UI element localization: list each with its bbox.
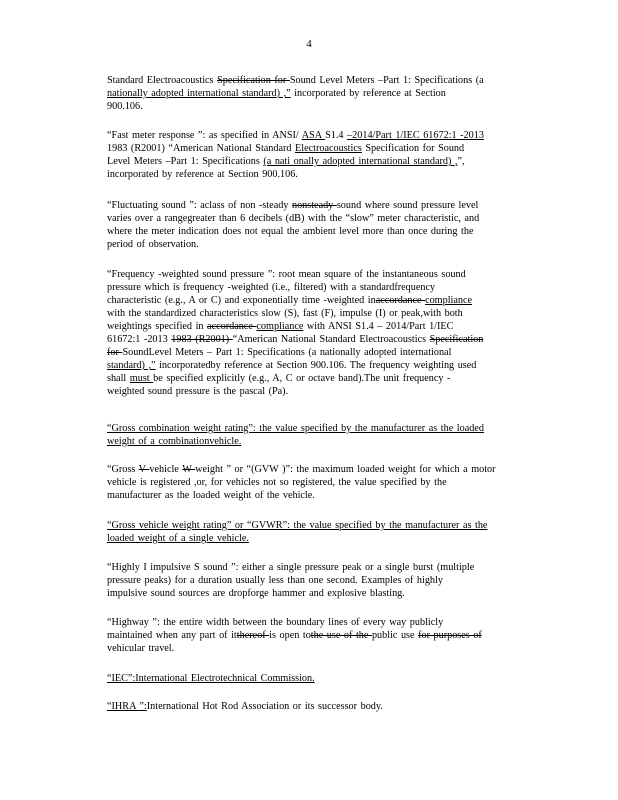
text-line (107, 359, 539, 372)
text-run: International Hot Rod Association or its successor body. (146, 701, 383, 712)
text-run: Specification for Sound (361, 143, 465, 154)
text-run: “Gross (107, 464, 139, 475)
struck-text: Specification (429, 334, 484, 345)
text-run: incorporatedby reference at Section 900.106. The frequency weighting used (155, 360, 477, 371)
text-run: manufacturer as the loaded weight of the vehicle. (107, 490, 315, 501)
text-run: “Highly I impulsive S sound ”: either a single pressure peak or a single burst (multiple (107, 562, 475, 573)
text-run: 61672:1 -2013 (107, 334, 172, 345)
def-iec (107, 672, 539, 685)
text-line (107, 100, 539, 113)
text-run: period of observation. (107, 239, 199, 250)
inserted-text: must (129, 373, 154, 384)
text-line (107, 372, 539, 385)
inserted-text: standard) ,” (107, 360, 156, 371)
text-line (107, 129, 539, 142)
struck-text: accordance (375, 295, 426, 306)
text-line (107, 463, 539, 476)
text-run: sound where sound pressure level (336, 200, 479, 211)
text-run: with the standardized characteristics slow (S), fast (F), impulse (I) or peak,with both (107, 308, 463, 319)
inserted-text: –2014/Part 1/IEC 61672:1 -2013 (347, 130, 484, 141)
text-run: public use (371, 630, 419, 641)
text-line (107, 700, 539, 713)
def-gross-vehicle-weight (107, 463, 539, 502)
text-line (107, 212, 539, 225)
def-gross-combination-weight-rating (107, 422, 539, 448)
inserted-text: weight of a combinationvehicle. (107, 436, 242, 447)
text-run: characteristic (e.g., A or C) and exponentially time -weighted in (107, 295, 376, 306)
text-run: varies over a rangegreater than 6 decibels (dB) with the “slow” meter characteristic, and (107, 213, 480, 224)
text-line (107, 199, 539, 212)
struck-text: thereof (236, 630, 270, 641)
def-highly-impulsive-sound (107, 561, 539, 600)
text-line (107, 142, 539, 155)
text-line (107, 238, 539, 251)
text-run: weighted sound pressure is the pascal (Pa). (107, 386, 289, 397)
inserted-text: Electroacoustics (295, 143, 362, 154)
page-number: 4 (306, 38, 312, 50)
struck-text: 1983 (R2001) (171, 334, 233, 345)
inserted-text: “Gross combination weight rating”: the value specified by the manufacturer as the loaded (107, 423, 484, 434)
text-run: 900.106. (107, 101, 143, 112)
text-line (107, 629, 539, 642)
text-line (107, 155, 539, 168)
struck-text: Specification for (217, 75, 290, 86)
text-line (107, 532, 539, 545)
text-run: S1.4 (325, 130, 348, 141)
struck-text: for (107, 347, 123, 358)
inserted-text: loaded weight of a single vehicle. (107, 533, 249, 544)
text-run: “Fast meter response ”: as specified in ANSI/ (107, 130, 302, 141)
text-run: incorporated by reference at Section 900.106. (107, 169, 298, 180)
text-line (107, 385, 539, 398)
inserted-text: (a nati onally adopted international standard) , (263, 156, 458, 167)
text-run: pressure peaks) for a duration usually less than one second. Examples of highly (107, 575, 443, 586)
text-line (107, 422, 539, 435)
struck-text: for purposes of (418, 630, 482, 641)
text-run: vehicular travel. (107, 643, 175, 654)
text-run: be specified explicitly (e.g., A, C or octave band).The unit frequency - (153, 373, 451, 384)
def-frequency-weighted-sound-pressure (107, 268, 539, 398)
def-highway (107, 616, 539, 655)
text-line (107, 168, 539, 181)
text-run: 1983 (R2001) “American National Standard (107, 143, 296, 154)
inserted-text: nationally adopted international standard) ,” (107, 88, 291, 99)
text-line (107, 268, 539, 281)
text-line (107, 225, 539, 238)
text-run: Standard Electroacoustics (107, 75, 218, 86)
text-run: Sound Level Meters –Part 1: Specifications (a (289, 75, 484, 86)
def-ihra (107, 700, 539, 713)
inserted-text: compliance (256, 321, 304, 332)
text-run: Level Meters –Part 1: Specifications (107, 156, 264, 167)
text-run: vehicle (149, 464, 183, 475)
text-run: ”, (457, 156, 465, 167)
text-line (107, 87, 539, 100)
struck-text: W (182, 464, 196, 475)
text-line (107, 587, 539, 600)
text-line (107, 561, 539, 574)
text-run: “Fluctuating sound ”: aclass of non -steady (107, 200, 292, 211)
text-run: “Highway ”: the entire width between the boundary lines of every way publicly (107, 617, 444, 628)
struck-text: accordance (207, 321, 257, 332)
inserted-text: compliance (425, 295, 473, 306)
text-run: pressure which is frequency -weighted (i.e., filtered) with a standardfrequency (107, 282, 436, 293)
text-run: “American National Standard Electroacoustics (232, 334, 430, 345)
text-line (107, 333, 539, 346)
def-fluctuating-sound (107, 199, 539, 251)
text-run: impulsive sound sources are dropforge hammer and explosive blasting. (107, 588, 405, 599)
text-run: “Frequency -weighted sound pressure ”: root mean square of the instantaneous sound (107, 269, 466, 280)
text-line (107, 489, 539, 502)
text-line (107, 642, 539, 655)
struck-text: V (138, 464, 150, 475)
inserted-text: “IHRA ”: (107, 701, 147, 712)
text-line (107, 574, 539, 587)
text-line (107, 519, 539, 532)
text-line (107, 616, 539, 629)
def-standard-electroacoustics-tail (107, 74, 539, 113)
text-line (107, 476, 539, 489)
text-line (107, 294, 539, 307)
text-line (107, 74, 539, 87)
text-run: vehicle is registered ,or, for vehicles not so registered, the value specified by the (107, 477, 447, 488)
text-run: shall (107, 373, 130, 384)
struck-text: nonsteady (291, 200, 337, 211)
inserted-text: ASA (301, 130, 326, 141)
text-run: maintained when any part of it (107, 630, 237, 641)
text-run: with ANSI S1.4 – 2014/Part 1/IEC (303, 321, 454, 332)
text-line (107, 281, 539, 294)
inserted-text: “Gross vehicle weight rating” or “GVWR”: the value specified by the manufacturer as the (107, 520, 488, 531)
def-fast-meter-response (107, 129, 539, 181)
text-line (107, 435, 539, 448)
inserted-text: “IEC”:International Electrotechnical Commission. (107, 673, 315, 684)
text-run: weight ” or “(GVW )”: the maximum loaded weight for which a motor (195, 464, 496, 475)
text-line (107, 672, 539, 685)
text-line (107, 307, 539, 320)
text-run: weightings specified in (107, 321, 208, 332)
text-run: incorporated by reference at Section (290, 88, 446, 99)
def-gross-vehicle-weight-rating (107, 519, 539, 545)
text-line (107, 346, 539, 359)
text-run: where the meter indication does not equal the ambient level more than once during the (107, 226, 474, 237)
text-run: is open to (269, 630, 311, 641)
text-run: SoundLevel Meters – Part 1: Specifications (a nationally adopted international (122, 347, 452, 358)
text-line (107, 320, 539, 333)
struck-text: the use of the (310, 630, 372, 641)
